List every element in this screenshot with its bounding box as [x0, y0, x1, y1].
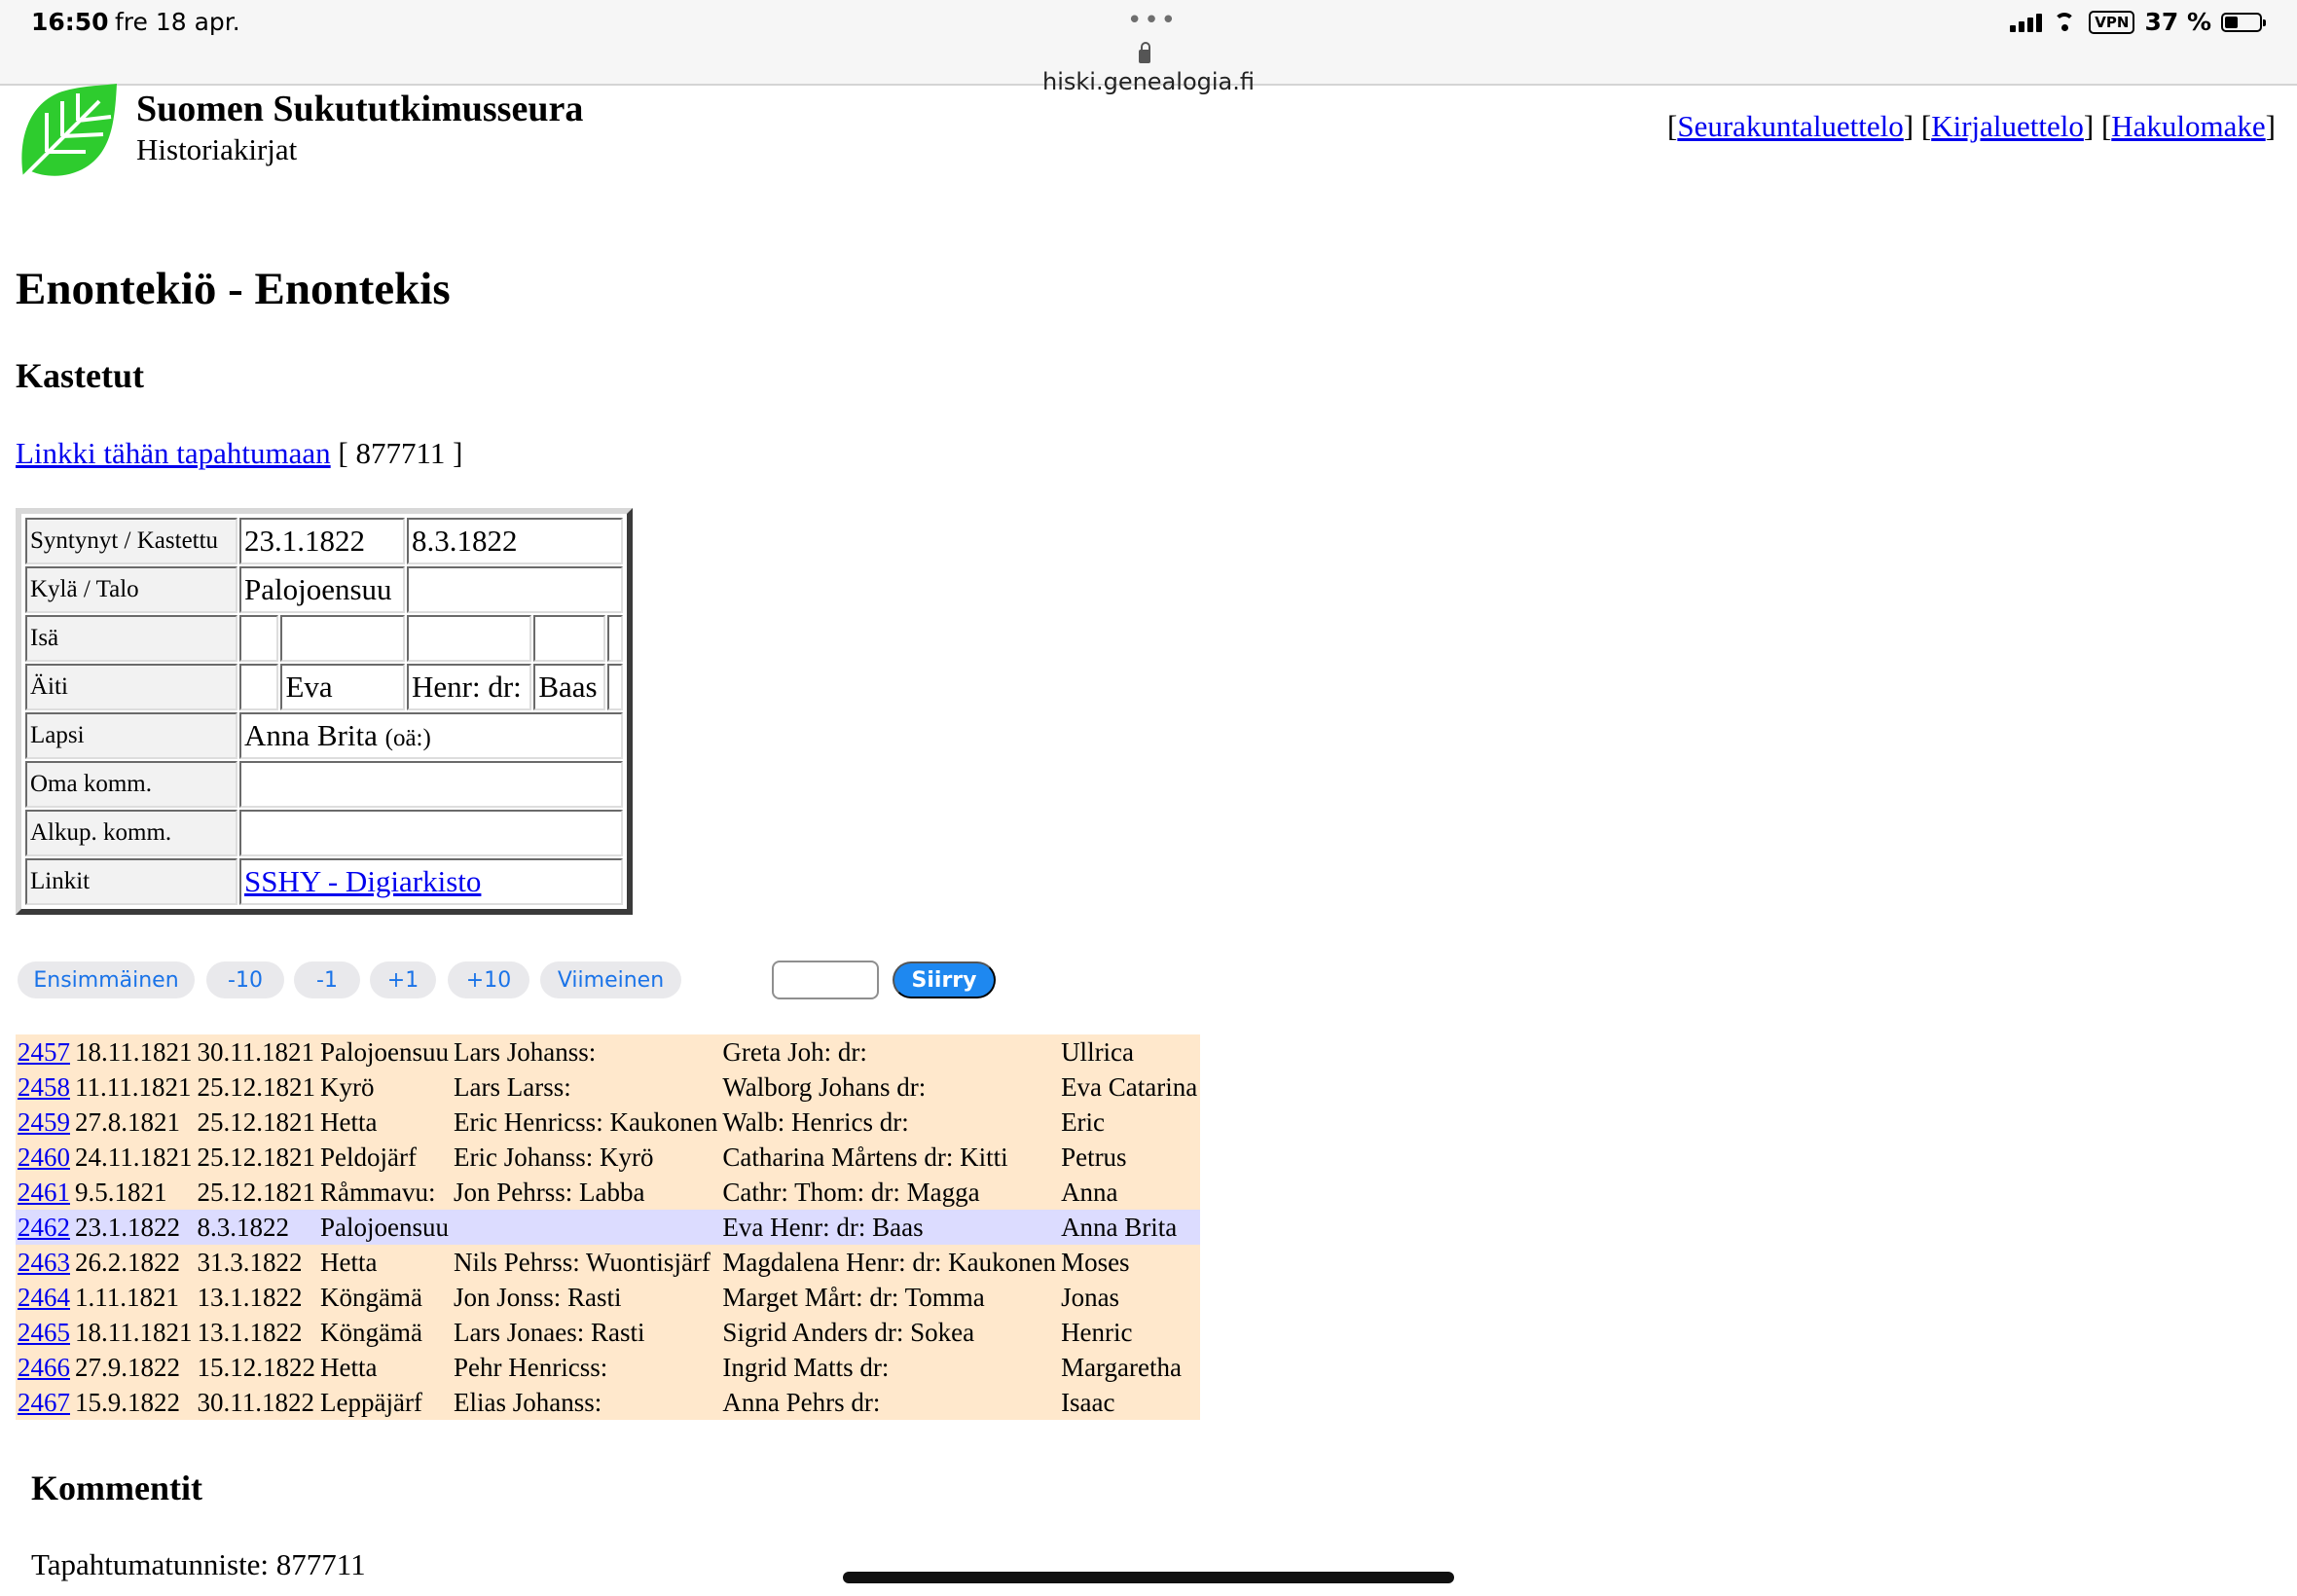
- list-cell-birth-date: 1.11.1821: [75, 1282, 179, 1312]
- label-village: Kylä / Talo: [25, 566, 237, 613]
- father-first: [280, 615, 405, 662]
- record-link[interactable]: 2459: [18, 1106, 70, 1137]
- list-row: [16, 1350, 1200, 1385]
- list-cell-baptism-date: 25.12.1821: [197, 1142, 315, 1172]
- list-cell-father: Pehr Henricss:: [454, 1352, 608, 1382]
- list-cell-baptism-date: 15.12.1822: [197, 1352, 315, 1382]
- row-own-comment: [25, 761, 623, 808]
- event-link-line: [16, 436, 462, 471]
- cellular-signal-icon: [2010, 13, 2042, 32]
- list-cell-record-number-link: [16, 1350, 73, 1385]
- event-identifier: Tapahtumatunniste: 877711: [31, 1547, 366, 1581]
- label-own-comment: Oma komm.: [25, 761, 237, 808]
- list-cell-mother: Anna Pehrs dr:: [722, 1387, 881, 1417]
- list-cell-baptism-date: 13.1.1822: [197, 1317, 303, 1347]
- father-title: [239, 615, 278, 662]
- list-cell-birth-date: 24.11.1821: [75, 1142, 193, 1172]
- record-detail-table: [16, 508, 633, 915]
- record-link[interactable]: 2467: [18, 1387, 70, 1417]
- list-cell-mother: Walb: Henrics dr:: [722, 1106, 909, 1137]
- label-father: Isä: [25, 615, 237, 662]
- record-link[interactable]: 2457: [18, 1036, 70, 1067]
- list-cell-baptism-date: 30.11.1821: [197, 1036, 314, 1067]
- list-cell-village: Palojoensuu: [318, 1210, 452, 1245]
- more-dots-icon[interactable]: •••: [1127, 6, 1179, 35]
- list-cell-child: Henric: [1061, 1317, 1133, 1347]
- links-cell: [239, 858, 623, 905]
- baptized-date: 8.3.1822: [407, 518, 623, 564]
- list-cell-birth-date: 27.8.1821: [75, 1106, 180, 1137]
- mother-first: Eva: [280, 664, 405, 710]
- list-row: [16, 1280, 1200, 1315]
- list-cell-father: Jon Pehrss: Labba: [454, 1177, 645, 1207]
- list-cell-baptism-date: 25.12.1821: [197, 1106, 315, 1137]
- list-row: [16, 1245, 1200, 1280]
- battery-icon: [2221, 13, 2262, 32]
- site-subtitle: Historiakirjat: [136, 132, 298, 166]
- address-bar[interactable]: [1041, 41, 1256, 95]
- wifi-icon: [2052, 13, 2079, 32]
- leaf-logo-icon[interactable]: [18, 84, 119, 179]
- record-list-table: [16, 1034, 1200, 1420]
- browser-status-bar: [0, 0, 2297, 95]
- list-row: [16, 1385, 1200, 1420]
- record-link[interactable]: 2462: [18, 1212, 70, 1242]
- list-cell-child: Eric: [1061, 1106, 1106, 1137]
- label-links: Linkit: [25, 858, 237, 905]
- list-cell-record-number-link: [16, 1175, 73, 1210]
- list-cell-birth-date: 11.11.1821: [75, 1071, 192, 1102]
- vpn-badge: VPN: [2089, 11, 2134, 34]
- home-indicator[interactable]: [843, 1572, 1454, 1583]
- plus1-button[interactable]: +1: [370, 961, 436, 998]
- list-cell-father: Eric Henricss: Kaukonen: [454, 1106, 718, 1137]
- list-cell-child: Anna: [1061, 1177, 1118, 1207]
- list-cell-father: Lars Johanss:: [454, 1036, 597, 1067]
- clock: 16:50: [31, 8, 109, 36]
- record-link[interactable]: 2466: [18, 1352, 70, 1382]
- list-cell-village: Kyrö: [320, 1071, 375, 1102]
- list-cell-village: Råmmavu:: [320, 1177, 436, 1207]
- list-cell-mother: Sigrid Anders dr: Sokea: [722, 1317, 975, 1347]
- list-row: [16, 1175, 1200, 1210]
- house-value: [407, 566, 623, 613]
- list-cell-birth-date: 23.1.1822: [73, 1210, 196, 1245]
- list-cell-village: Leppäjärf: [320, 1387, 422, 1417]
- row-links: [25, 858, 623, 905]
- list-cell-father: Jon Jonss: Rasti: [454, 1282, 622, 1312]
- record-link[interactable]: 2461: [18, 1177, 70, 1207]
- goto-record-input[interactable]: [772, 961, 879, 999]
- list-cell-mother: Eva Henr: dr: Baas: [720, 1210, 1059, 1245]
- mother-extra: [607, 664, 623, 710]
- list-cell-record-number-link: [16, 1070, 73, 1105]
- child-note: (oä:): [384, 725, 431, 751]
- mother-patronym: Henr: dr:: [407, 664, 531, 710]
- battery-percent: 37 %: [2144, 8, 2211, 36]
- born-date: 23.1.1822: [239, 518, 405, 564]
- url-text: hiski.genealogia.fi: [1042, 68, 1255, 95]
- list-row: [16, 1070, 1200, 1105]
- list-cell-mother: Cathr: Thom: dr: Magga: [722, 1177, 980, 1207]
- list-cell-mother: Ingrid Matts dr:: [722, 1352, 890, 1382]
- list-cell-father: Lars Jonaes: Rasti: [454, 1317, 645, 1347]
- list-cell-record-number-link: [16, 1280, 73, 1315]
- list-cell-village: Köngämä: [320, 1282, 422, 1312]
- label-orig-comment: Alkup. komm.: [25, 810, 237, 856]
- lock-icon: [1139, 50, 1150, 63]
- record-link[interactable]: 2458: [18, 1071, 70, 1102]
- list-cell-baptism-date: 13.1.1822: [197, 1282, 303, 1312]
- list-cell-child: Jonas: [1061, 1282, 1120, 1312]
- list-cell-mother: Marget Mårt: dr: Tomma: [722, 1282, 985, 1312]
- child-name: Anna Brita: [244, 718, 378, 752]
- list-cell-baptism-date: 31.3.1822: [197, 1247, 303, 1277]
- list-cell-baptism-date: 8.3.1822: [196, 1210, 319, 1245]
- minus10-button[interactable]: -10: [206, 961, 284, 998]
- list-cell-birth-date: 26.2.1822: [75, 1247, 180, 1277]
- list-cell-child: Eva Catarina: [1061, 1071, 1198, 1102]
- mother-surname: Baas: [533, 664, 604, 710]
- nav-link-kirjaluettelo[interactable]: Kirjaluettelo: [1931, 109, 2084, 143]
- list-cell-record-number-link: [16, 1140, 73, 1175]
- row-mother: [25, 664, 623, 710]
- record-link[interactable]: 2465: [18, 1317, 70, 1347]
- list-cell-mother: Magdalena Henr: dr: Kaukonen: [722, 1247, 1057, 1277]
- list-cell-father: [452, 1210, 720, 1245]
- comments-title: Kommentit: [31, 1469, 202, 1507]
- page-title: Enontekiö - Enontekis: [16, 264, 451, 314]
- list-cell-father: Lars Larss:: [454, 1071, 571, 1102]
- list-cell-village: Hetta: [320, 1247, 378, 1277]
- list-cell-father: Elias Johanss:: [454, 1387, 602, 1417]
- plus10-button[interactable]: +10: [448, 961, 529, 998]
- list-cell-village: Peldojärf: [320, 1142, 417, 1172]
- row-village: [25, 566, 623, 613]
- list-cell-birth-date: 9.5.1821: [75, 1177, 167, 1207]
- list-row: [16, 1140, 1200, 1175]
- list-cell-record-number-link: [16, 1105, 73, 1140]
- label-child: Lapsi: [25, 712, 237, 759]
- list-cell-village: Hetta: [320, 1106, 378, 1137]
- list-row: [16, 1210, 1200, 1245]
- list-cell-record-number-link: [16, 1385, 73, 1420]
- event-id: [ 877711 ]: [338, 436, 463, 470]
- list-cell-child: Moses: [1061, 1247, 1130, 1277]
- list-cell-village: Köngämä: [320, 1317, 422, 1347]
- father-surname: [533, 615, 604, 662]
- list-cell-child: Ullrica: [1061, 1036, 1135, 1067]
- section-title: Kastetut: [16, 356, 144, 395]
- row-born: [25, 518, 623, 564]
- village-value: Palojoensuu: [239, 566, 405, 613]
- nav-link-seurakuntaluettelo[interactable]: Seurakuntaluettelo: [1677, 109, 1904, 143]
- list-cell-record-number-link: [16, 1315, 73, 1350]
- list-cell-child: Margaretha: [1061, 1352, 1183, 1382]
- list-cell-birth-date: 15.9.1822: [75, 1387, 180, 1417]
- list-cell-mother: Greta Joh: dr:: [722, 1036, 867, 1067]
- record-link[interactable]: 2463: [18, 1247, 70, 1277]
- list-cell-baptism-date: 30.11.1822: [197, 1387, 314, 1417]
- last-button[interactable]: Viimeinen: [540, 961, 681, 998]
- row-father: [25, 615, 623, 662]
- list-cell-mother: Walborg Johans dr:: [722, 1071, 927, 1102]
- minus1-button[interactable]: -1: [294, 961, 360, 998]
- list-cell-child: Anna Brita: [1059, 1210, 1200, 1245]
- label-born: Syntynyt / Kastettu: [25, 518, 237, 564]
- nav-link-hakulomake[interactable]: Hakulomake: [2111, 109, 2266, 143]
- list-cell-mother: Catharina Mårtens dr: Kitti: [722, 1142, 1008, 1172]
- child-cell: [239, 712, 623, 759]
- father-patronym: [407, 615, 531, 662]
- list-cell-record-number-link: [16, 1034, 73, 1070]
- list-row: [16, 1315, 1200, 1350]
- label-mother: Äiti: [25, 664, 237, 710]
- list-cell-birth-date: 27.9.1822: [75, 1352, 180, 1382]
- father-extra: [607, 615, 623, 662]
- date: fre 18 apr.: [115, 8, 240, 36]
- list-cell-child: Petrus: [1061, 1142, 1127, 1172]
- list-row: [16, 1034, 1200, 1070]
- list-cell-baptism-date: 25.12.1821: [197, 1177, 315, 1207]
- own-comment-value: [239, 761, 623, 808]
- site-title: Suomen Sukututkimusseura: [136, 89, 584, 129]
- list-cell-village: Hetta: [320, 1352, 378, 1382]
- row-orig-comment: [25, 810, 623, 856]
- goto-button[interactable]: Siirry: [893, 961, 996, 998]
- list-cell-record-number-link: [16, 1210, 73, 1245]
- status-indicators: [2010, 8, 2262, 36]
- mother-title: [239, 664, 278, 710]
- list-cell-father: Eric Johanss: Kyrö: [454, 1142, 654, 1172]
- row-child: [25, 712, 623, 759]
- list-cell-birth-date: 18.11.1821: [75, 1317, 193, 1347]
- orig-comment-value: [239, 810, 623, 856]
- record-link[interactable]: 2464: [18, 1282, 70, 1312]
- top-navigation: [Seurakuntaluettelo] [Kirjaluettelo] [Hakulomake]: [1667, 109, 2276, 143]
- list-cell-birth-date: 18.11.1821: [75, 1036, 193, 1067]
- event-permalink[interactable]: Linkki tähän tapahtumaan: [16, 436, 331, 470]
- list-cell-child: Isaac: [1061, 1387, 1115, 1417]
- list-cell-baptism-date: 25.12.1821: [197, 1071, 315, 1102]
- list-cell-father: Nils Pehrss: Wuontisjärf: [454, 1247, 711, 1277]
- list-cell-village: Palojoensuu: [320, 1036, 449, 1067]
- list-cell-record-number-link: [16, 1245, 73, 1280]
- first-button[interactable]: Ensimmäinen: [18, 961, 195, 998]
- archive-link[interactable]: SSHY - Digiarkisto: [244, 864, 482, 898]
- record-link[interactable]: 2460: [18, 1142, 70, 1172]
- list-row: [16, 1105, 1200, 1140]
